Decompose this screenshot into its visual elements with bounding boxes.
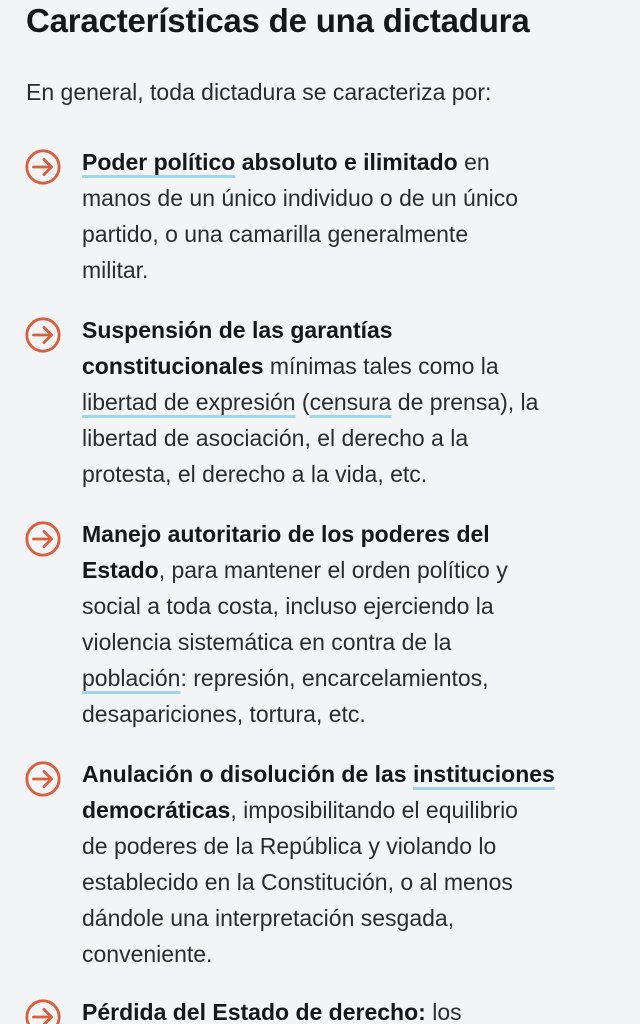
list-item-text [82, 756, 620, 972]
arrow-right-circle-icon [24, 998, 62, 1024]
bold-text: democráticas [82, 797, 231, 823]
inline-link[interactable]: Poder político [82, 149, 236, 175]
inline-link[interactable]: población [82, 665, 181, 691]
arrow-right-circle-icon [24, 316, 62, 354]
bold-text: Suspensión de las garantías [82, 317, 393, 343]
text-segment: los [425, 999, 462, 1024]
text-segment: libertad de asociación, el derecho a la [82, 425, 469, 451]
text-segment: , para mantener el orden político y [158, 557, 508, 583]
text-segment: manos de un único individuo o de un único [82, 185, 519, 211]
inline-link[interactable]: instituciones [412, 761, 555, 787]
list-item [24, 516, 620, 732]
text-segment: ( [295, 389, 310, 415]
section-title: Características de una dictadura [26, 2, 530, 39]
text-segment: mínimas tales como la [263, 353, 499, 379]
bold-text: Manejo autoritario de los poderes del [82, 521, 490, 547]
list-item [24, 994, 620, 1024]
text-segment: violencia sistemática en contra de la [82, 629, 452, 655]
text-segment: en [457, 149, 490, 175]
text-segment: partido, o una camarilla generalmente [82, 221, 469, 247]
bold-text: : [418, 999, 426, 1024]
inline-link[interactable]: censura [309, 389, 392, 415]
list-item-text [82, 516, 620, 732]
text-segment: conveniente. [82, 941, 213, 967]
bold-text: absoluto e ilimitado [235, 149, 458, 175]
text-segment: , imposibilitando el equilibrio [230, 797, 518, 823]
text-segment: establecido en la Constitución, o al menos [82, 869, 513, 895]
arrow-right-circle-icon [24, 760, 62, 798]
list-item-text [82, 994, 620, 1024]
arrow-right-circle-icon [24, 520, 62, 558]
bold-text: constitucionales [82, 353, 264, 379]
text-segment: de prensa), la [391, 389, 539, 415]
text-segment: social a toda costa, incluso ejerciendo la [82, 593, 494, 619]
bold-text: Estado [82, 557, 159, 583]
arrow-right-circle-icon [24, 148, 62, 186]
inline-link[interactable]: Estado de derecho [212, 999, 419, 1024]
text-segment: dándole una interpretación sesgada, [82, 905, 455, 931]
text-segment: de poderes de la República y violando lo [82, 833, 497, 859]
intro-text: En general, toda dictadura se caracteriza por: [26, 79, 492, 105]
list-item-text [82, 144, 620, 288]
text-segment: militar. [82, 257, 149, 283]
bold-text: Pérdida del [82, 999, 213, 1024]
bold-text: Anulación o disolución de las [82, 761, 413, 787]
text-segment: protesta, el derecho a la vida, etc. [82, 461, 428, 487]
text-segment: : represión, encarcelamientos, [180, 665, 489, 691]
list-item [24, 312, 620, 492]
list-item [24, 144, 620, 288]
list-item-text [82, 312, 620, 492]
inline-link[interactable]: libertad de expresión [82, 389, 296, 415]
list-item [24, 756, 620, 972]
text-segment: desapariciones, tortura, etc. [82, 701, 366, 727]
